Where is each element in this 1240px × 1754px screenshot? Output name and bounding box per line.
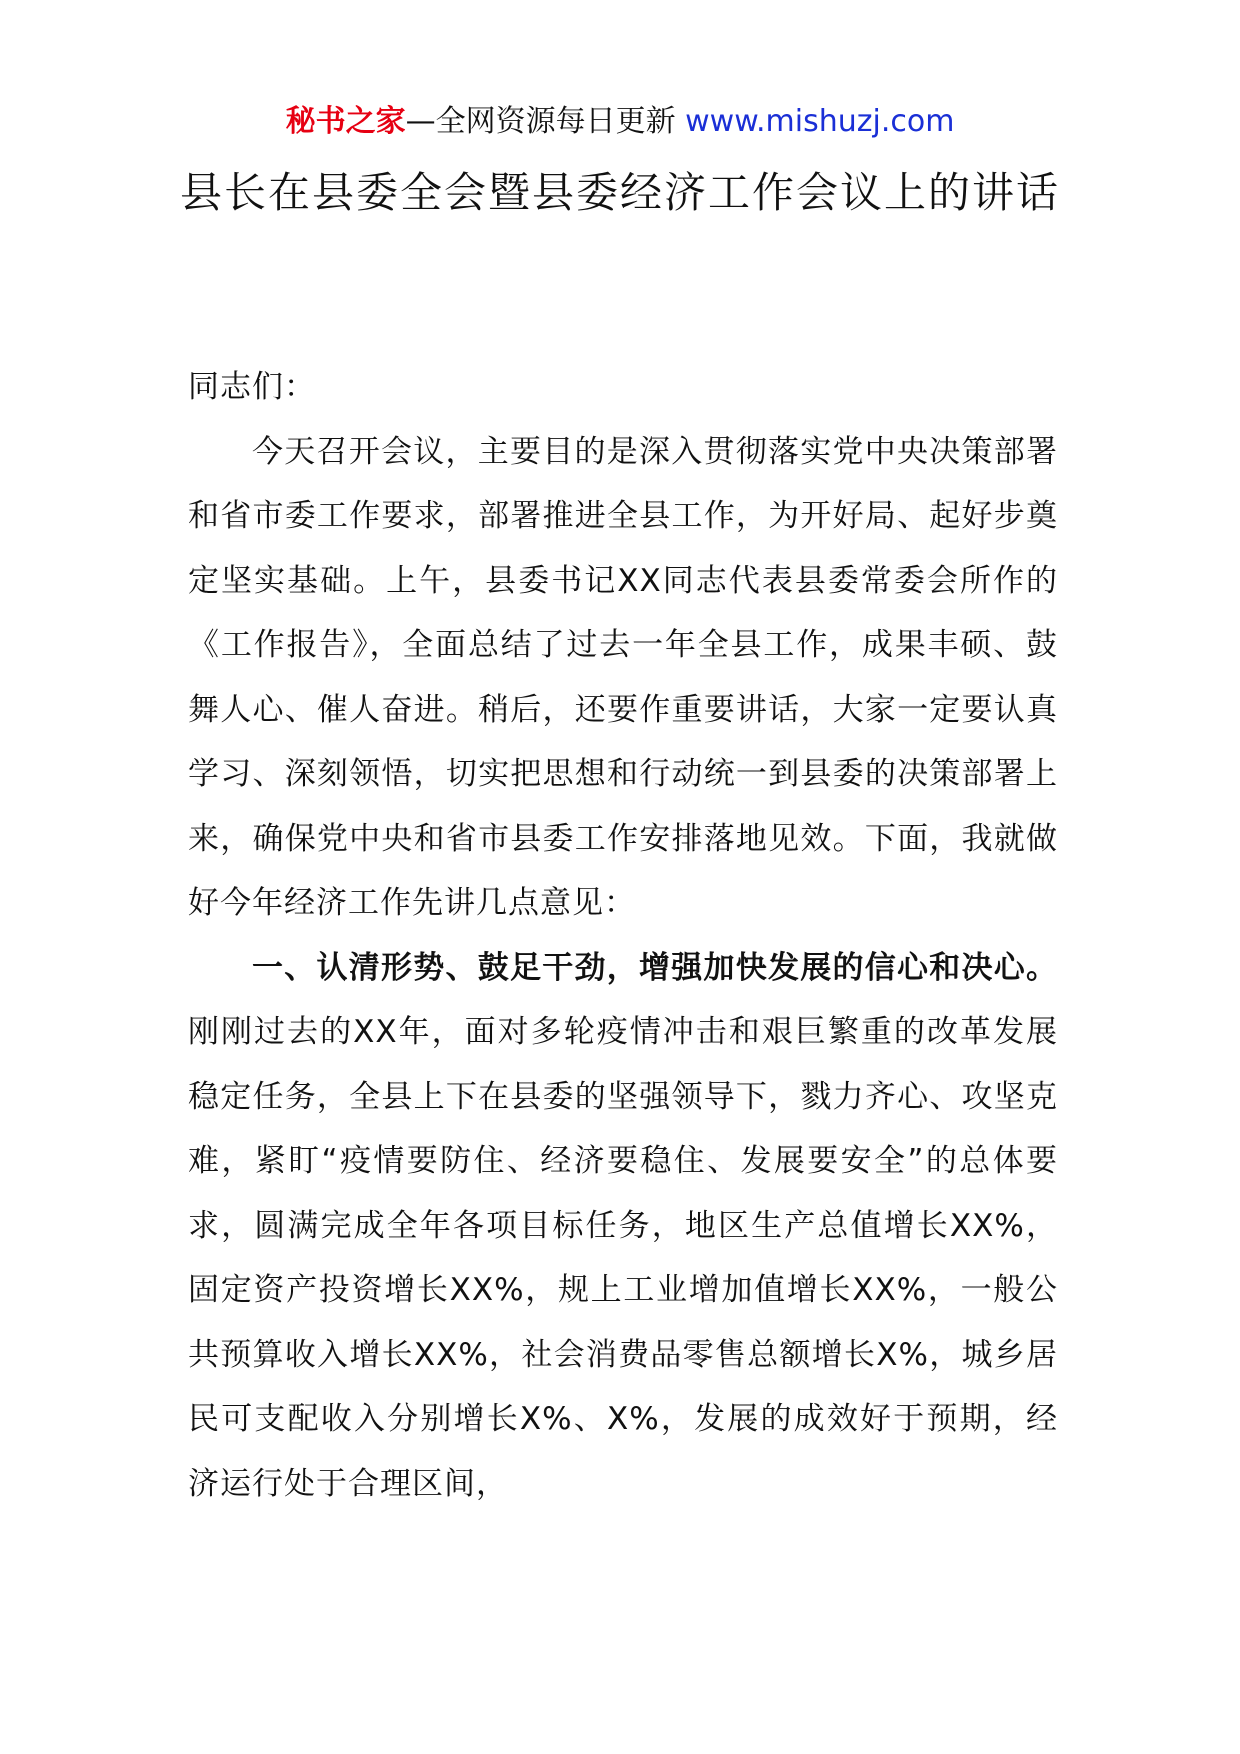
brand-name: 秘书之家 bbox=[285, 104, 406, 139]
section-1-heading: 一、认清形势、鼓足干劲，增强加快发展的信心和决心。 bbox=[252, 949, 1058, 986]
document-title: 县长在县委全会暨县委经济工作会议上的讲话 bbox=[179, 168, 1060, 217]
header-tagline: —全网资源每日更新 bbox=[405, 104, 686, 139]
section-1-text: 刚刚过去的XX年，面对多轮疫情冲击和艰巨繁重的改革发展稳定任务，全县上下在县委的坚强领导下，戮力齐心、攻坚克难，紧盯“疫情要防住、经济要稳住、发展要安全”的总体要求，圆满完成全年各项目标任务，地区生产总值增长XX%，固定资产投资增长XX%，规上工业增加值增长XX%，一般公共预算收入增长XX%，社会消费品零售总额增长X%，城乡居民可支配收入分别增长X%、X%，发展的成效好于预期，经济运行处于合理区间， bbox=[188, 1014, 1058, 1502]
document-body bbox=[188, 355, 1058, 1516]
paragraph-section-1 bbox=[188, 936, 1058, 1517]
paragraph-intro: 今天召开会议，主要目的是深入贯彻落实党中央决策部署和省市委工作要求，部署推进全县工作，为开好局、起好步奠定坚实基础。上午，县委书记XX同志代表县委常委会所作的《工作报告》，全面总结了过去一年全县工作，成果丰硕、鼓舞人心、催人奋进。稍后，还要作重要讲话，大家一定要认真学习、深刻领悟，切实把思想和行动统一到县委的决策部署上来，确保党中央和省市县委工作安排落地见效。下面，我就做好今年经济工作先讲几点意见： bbox=[188, 433, 1058, 921]
salutation: 同志们： bbox=[188, 369, 316, 405]
site-url-link[interactable]: www.mishuzj.com bbox=[685, 104, 955, 139]
site-header bbox=[0, 100, 1240, 144]
